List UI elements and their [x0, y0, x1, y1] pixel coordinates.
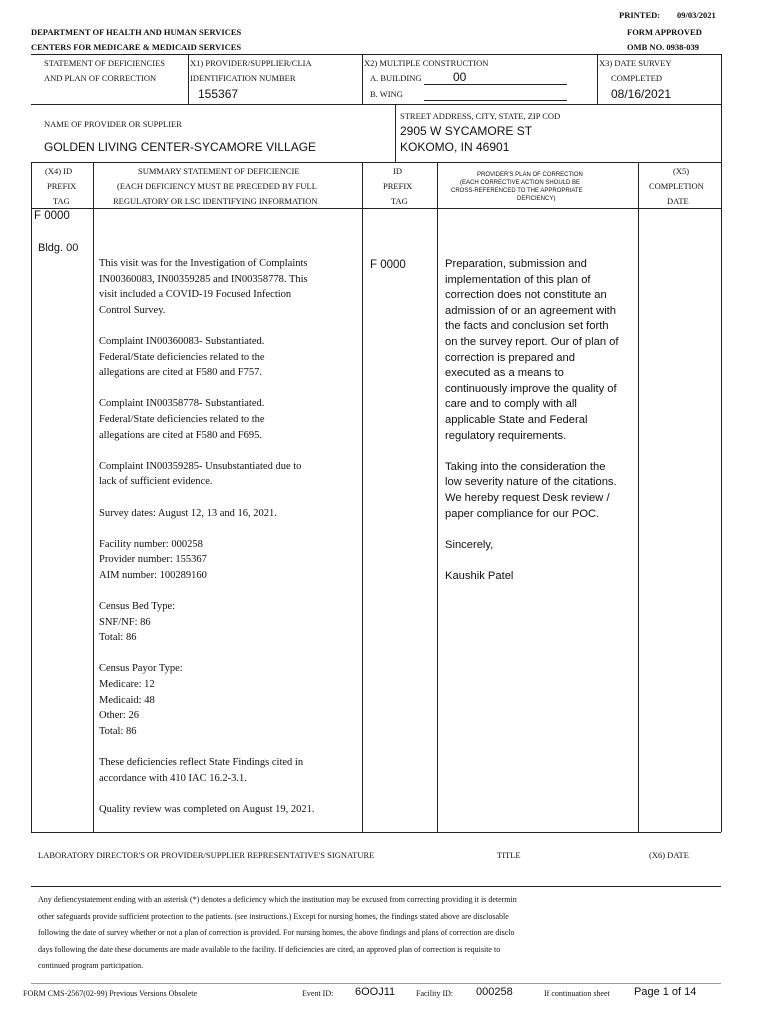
- plan-line: Taking into the consideration the: [445, 460, 606, 473]
- page-number: Page 1 of 14: [634, 986, 697, 998]
- summary-line: Complaint IN00360083- Substantiated.: [99, 335, 265, 347]
- summary-line: Census Bed Type:: [99, 601, 176, 613]
- summary-line: These deficiencies reflect State Findings cited in: [99, 757, 304, 768]
- x3-label-1: X3) DATE SURVEY: [599, 58, 672, 68]
- rule: [597, 54, 598, 104]
- statement-label-2: AND PLAN OF CORRECTION: [44, 73, 157, 83]
- x4-header-3: TAG: [53, 196, 70, 206]
- x2-label: X2) MULTIPLE CONSTRUCTION: [364, 58, 489, 68]
- printed-date: 09/03/2021: [677, 10, 716, 20]
- summary-paragraph: [99, 537, 357, 584]
- plan-line: admission of or an agreement with: [445, 304, 617, 317]
- omb-number: OMB NO. 0938-039: [627, 42, 700, 52]
- plan-line: paper compliance for our POC.: [445, 507, 600, 520]
- x4-header-1: (X4) ID: [45, 166, 73, 176]
- summary-line: Federal/State deficiencies related to the: [99, 351, 265, 363]
- summary-line: This visit was for the Investigation of Complaints: [99, 258, 308, 269]
- summary-line: AIM number: 100289160: [99, 569, 207, 581]
- rule: [362, 162, 363, 832]
- x1-label-2: IDENTIFICATION NUMBER: [190, 73, 296, 83]
- continuation-label: If continuation sheet: [544, 989, 610, 998]
- provider-name: GOLDEN LIVING CENTER-SYCAMORE VILLAGE: [44, 140, 317, 154]
- title-label: TITLE: [497, 850, 521, 860]
- summary-header-2: (EACH DEFICIENCY MUST BE PRECEDED BY FULL: [117, 181, 317, 191]
- facility-id-label: Facility ID:: [416, 989, 454, 998]
- x5-header-1: (X5): [673, 166, 690, 176]
- summary-paragraph: [99, 661, 357, 739]
- rule: [31, 983, 721, 984]
- disclaimer-line: following the date of survey whether or not a plan of correction is provided. For nursing homes, the above findings and plans of correction are disclo: [38, 928, 515, 937]
- disclaimer: [38, 892, 738, 975]
- address-label: STREET ADDRESS, CITY, STATE, ZIP COD: [400, 111, 561, 121]
- building-value: 00: [453, 70, 467, 84]
- summary-line: allegations are cited at F580 and F695.: [99, 429, 263, 441]
- summary-line: accordance with 410 IAC 16.2-3.1.: [99, 772, 247, 784]
- summary-line: Other: 26: [99, 710, 139, 722]
- rule: [721, 54, 722, 832]
- plan-line: Sincerely,: [445, 538, 494, 551]
- event-id: 6OOJ11: [355, 986, 396, 998]
- rule: [31, 104, 721, 105]
- summary-line: Control Survey.: [99, 304, 166, 316]
- plan-paragraph: [445, 257, 635, 444]
- summary-statement: [99, 256, 357, 817]
- summary-line: IN00360083, IN00359285 and IN00358778. This: [99, 273, 308, 285]
- summary-line: Total: 86: [99, 632, 137, 644]
- left-tag: F 0000: [34, 210, 70, 222]
- plan-paragraph: [445, 569, 635, 585]
- summary-line: Medicare: 12: [99, 679, 155, 691]
- survey-completed-date: 08/16/2021: [611, 87, 672, 101]
- department-name: DEPARTMENT OF HEALTH AND HUMAN SERVICES: [31, 27, 242, 37]
- right-tag: F 0000: [370, 259, 406, 271]
- summary-line: Complaint IN00359285- Unsubstantiated due to: [99, 460, 302, 472]
- plan-header-1: PROVIDER'S PLAN OF CORRECTION: [477, 172, 583, 178]
- summary-line: Total: 86: [99, 725, 137, 737]
- summary-line: Complaint IN00358778- Substantiated.: [99, 398, 265, 410]
- plan-line: the facts and conclusion set forth: [445, 320, 609, 333]
- plan-header-4: DEFICIENCY): [517, 196, 556, 202]
- summary-line: Survey dates: August 12, 13 and 16, 2021.: [99, 507, 277, 519]
- street-address: 2905 W SYCAMORE ST: [400, 124, 533, 138]
- x1-label-1: X1) PROVIDER/SUPPLIER/CLIA: [190, 58, 312, 68]
- summary-header-3: REGULATORY OR LSC IDENTIFYING INFORMATION: [113, 196, 318, 206]
- summary-paragraph: [99, 802, 357, 818]
- id-header-3: TAG: [391, 196, 408, 206]
- event-id-label: Event ID:: [302, 989, 334, 998]
- rule: [395, 104, 396, 162]
- building-tag: Bldg. 00: [38, 242, 79, 254]
- summary-line: Census Payor Type:: [99, 663, 183, 675]
- plan-line: applicable State and Federal: [445, 413, 588, 426]
- rule: [93, 162, 94, 832]
- id-header-2: PREFIX: [383, 181, 413, 191]
- facility-id: 000258: [476, 986, 513, 998]
- summary-paragraph: [99, 334, 357, 381]
- rule: [31, 162, 721, 163]
- rule: [31, 208, 721, 209]
- plan-line: on the survey report. Our of plan of: [445, 335, 619, 348]
- plan-line: regulatory requirements.: [445, 429, 567, 442]
- summary-header-1: SUMMARY STATEMENT OF DEFICIENCIE: [138, 166, 300, 176]
- provider-name-label: NAME OF PROVIDER OR SUPPLIER: [44, 119, 182, 129]
- summary-line: Federal/State deficiencies related to the: [99, 413, 265, 425]
- plan-line: implementation of this plan of: [445, 273, 591, 286]
- summary-line: allegations are cited at F580 and F757.: [99, 367, 263, 379]
- disclaimer-line: other safeguards provide sufficient protection to the patients. (see instructions.) Except for nursing homes, the findings stated above are disclosable: [38, 911, 509, 921]
- plan-line: correction is prepared and: [445, 351, 575, 364]
- plan-line: continuously improve the quality of: [445, 382, 617, 395]
- summary-line: SNF/NF: 86: [99, 616, 151, 628]
- disclaimer-line: Any defiencystatement ending with an asterisk (*) denotes a deficiency which the institution may be excused from correcting providing it is determin: [38, 895, 517, 904]
- rule: [638, 162, 639, 832]
- rule: [31, 886, 721, 887]
- plan-line: low severity nature of the citations.: [445, 476, 617, 489]
- summary-paragraph: [99, 599, 357, 646]
- summary-paragraph: [99, 256, 357, 318]
- building-underline: [424, 84, 567, 85]
- building-label: A. BUILDING: [370, 73, 422, 83]
- signature-date-label: (X6) DATE: [649, 850, 689, 860]
- summary-line: lack of sufficient evidence.: [99, 476, 213, 488]
- x5-header-2: COMPLETION: [649, 181, 704, 191]
- rule: [362, 54, 363, 104]
- disclaimer-line: continued program participation.: [38, 961, 144, 970]
- disclaimer-line: days following the date these documents are made available to the facility. If deficiencies are cited, an approved plan of correction is requisite to: [38, 944, 501, 954]
- summary-paragraph: [99, 506, 357, 522]
- plan-line: executed as a means to: [445, 367, 564, 380]
- x3-label-2: COMPLETED: [611, 73, 662, 83]
- summary-line: Medicaid: 48: [99, 694, 155, 706]
- summary-line: visit included a COVID-19 Focused Infection: [99, 289, 292, 301]
- summary-line: Quality review was completed on August 19, 2021.: [99, 803, 315, 815]
- id-header-1: ID: [393, 166, 402, 176]
- rule: [31, 54, 721, 55]
- summary-line: Provider number: 155367: [99, 554, 207, 566]
- summary-line: Facility number: 000258: [99, 538, 203, 550]
- director-signature-label: LABORATORY DIRECTOR'S OR PROVIDER/SUPPLIER REPRESENTATIVE'S SIGNATURE: [38, 850, 375, 860]
- wing-underline: [424, 100, 567, 101]
- plan-paragraph: [445, 460, 635, 522]
- statement-label-1: STATEMENT OF DEFICIENCIES: [44, 58, 166, 68]
- rule: [31, 832, 721, 833]
- rule: [188, 54, 189, 104]
- printed-label: PRINTED:: [619, 10, 661, 20]
- centers-name: CENTERS FOR MEDICARE & MEDICAID SERVICES: [31, 42, 242, 52]
- provider-id-number: 155367: [198, 87, 239, 101]
- plan-header-2: (EACH CORRECTIVE ACTION SHOULD BE: [460, 180, 581, 186]
- plan-header-3: CROSS-REFERENCED TO THE APPROPRIATE: [451, 188, 583, 194]
- rule: [31, 162, 32, 832]
- plan-line: We hereby request Desk review /: [445, 491, 610, 504]
- summary-paragraph: [99, 755, 357, 786]
- form-number: FORM CMS-2567(02-99) Previous Versions Obsolete: [23, 989, 198, 998]
- x4-header-2: PREFIX: [47, 181, 77, 191]
- city-state-zip: KOKOMO, IN 46901: [400, 140, 510, 154]
- form-approved: FORM APPROVED: [627, 27, 702, 37]
- plan-line: correction does not constitute an: [445, 289, 607, 302]
- plan-line: care and to comply with all: [445, 398, 577, 411]
- plan-line: Preparation, submission and: [445, 258, 587, 270]
- rule: [437, 162, 438, 832]
- summary-paragraph: [99, 396, 357, 443]
- wing-label: B. WING: [370, 89, 403, 99]
- summary-paragraph: [99, 459, 357, 490]
- plan-line: Kaushik Patel: [445, 569, 514, 582]
- plan-of-correction: [445, 257, 635, 584]
- plan-paragraph: [445, 538, 635, 554]
- x5-header-3: DATE: [667, 196, 689, 206]
